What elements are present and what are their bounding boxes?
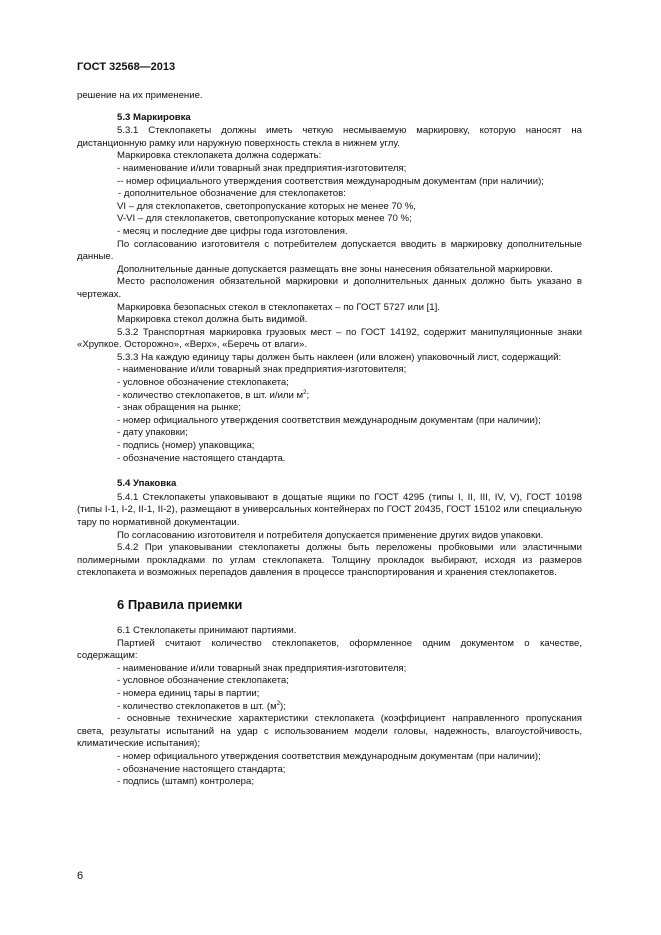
paragraph-agreement: По согласованию изготовителя с потребителем допускается вводить в маркировку дополнительные данные. xyxy=(77,238,582,263)
paragraph-safety-glass: Маркировка безопасных стекол в стеклопакетах – по ГОСТ 5727 или [1]. xyxy=(117,301,440,313)
paragraph-tech-characteristics: - основные технические характеристики стеклопакета (коэффициент направленного пропускания света, результаты испытаний на удар с использованием модели головы, надежность, влагоустойчивость, климатические испытания); xyxy=(77,713,582,750)
paragraph-marking-content: Маркировка стеклопакета должна содержать: xyxy=(117,150,322,162)
list-item: - номера единиц тары в партии; xyxy=(117,687,260,699)
list-item xyxy=(77,701,582,714)
page-body xyxy=(77,90,582,789)
list-item-end: ; xyxy=(306,389,310,401)
list-item: - условное обозначение стеклопакета; xyxy=(117,377,289,389)
list-item: - дату упаковки; xyxy=(117,427,188,439)
list-item: - номер официального утверждения соответствия международным документам (при наличии); xyxy=(117,750,541,762)
document-header: ГОСТ 32568—2013 xyxy=(77,61,176,73)
list-item: - знак обращения на рынке; xyxy=(117,402,242,414)
paragraph-visible: Маркировка стекол должна быть видимой. xyxy=(117,314,308,326)
list-item: - номер официального утверждения соответствия международным документам (при наличии); xyxy=(117,414,541,426)
paragraph-6-1: 6.1 Стеклопакеты принимают партиями. xyxy=(117,624,297,636)
list-item: - наименование и/или товарный знак предприятия-изготовителя; xyxy=(117,162,407,174)
list-item: - обозначение настоящего стандарта. xyxy=(117,452,286,464)
intro-tail: решение на их применение. xyxy=(77,90,203,101)
paragraph-5-4-2: 5.4.2 При упаковывании стеклопакеты должны быть переложены пробковыми или эластичными полимерными прокладками по углам стеклопакета. Толщину прокладок выбирают, исходя из размеров стеклопакета и возможных перепадов давления в процессе транспортирования и хранения стеклопакетов. xyxy=(77,542,582,579)
list-item: V-VI – для стеклопакетов, светопропускание которых менее 70 %; xyxy=(117,213,412,225)
superscript: 2 xyxy=(276,700,281,707)
list-item: - обозначение настоящего стандарта; xyxy=(117,763,286,775)
paragraph-batch: Партией считают количество стеклопакетов, оформленное одним документом о качестве, содержащим: xyxy=(77,637,582,662)
paragraph-packaging-agreement: По согласованию изготовителя и потребителя допускается применение других видов упаковки. xyxy=(117,529,544,541)
page-number: 6 xyxy=(77,870,84,882)
list-item: VI – для стеклопакетов, светопропускание которых не менее 70 %, xyxy=(117,200,416,212)
paragraph-5-3-2: 5.3.2 Транспортная маркировка грузовых мест – по ГОСТ 14192, содержит манипуляционные знаки «Хрупкое. Осторожно», «Верх», «Беречь от влаги». xyxy=(77,326,582,351)
list-item-text: - количество стеклопакетов в шт. (м xyxy=(117,700,277,712)
list-item-text: - количество стеклопакетов, в шт. и/или м xyxy=(117,389,304,401)
paragraph-extra-data: Дополнительные данные допускается размещать вне зоны нанесения обязательной маркировки. xyxy=(117,263,553,275)
list-item: - месяц и последние две цифры года изготовления. xyxy=(117,225,348,237)
list-item: - наименование и/или товарный знак предприятия-изготовителя; xyxy=(117,662,407,674)
paragraph-5-4-1: 5.4.1 Стеклопакеты упаковывают в дощатые ящики по ГОСТ 4295 (типы I, II, III, IV, V), ГОСТ 10198 (типы I-1, I-2, II-1, II-2), размещают в универсальных контейнерах по ГОСТ 20435, ГОСТ 15102 или специальную тару по нормативной документации. xyxy=(77,491,582,528)
list-item: - условное обозначение стеклопакета; xyxy=(117,675,289,687)
paragraph-placement: Место расположения обязательной маркировки и дополнительных данных должно быть указано в чертежах. xyxy=(77,276,582,300)
superscript: 2 xyxy=(303,389,307,396)
list-item xyxy=(77,390,582,403)
paragraph-5-3-3: 5.3.3 На каждую единицу тары должен быть наклеен (или вложен) упаковочный лист, содержащий: xyxy=(117,351,562,363)
list-item-end: ); xyxy=(280,700,286,712)
paragraph-5-3-1: 5.3.1 Стеклопакеты должны иметь четкую несмываемую маркировку, которую наносят на дистанционную рамку или наружную поверхность стекла в нижнем углу. xyxy=(77,125,582,149)
section-5-3-heading: 5.3 Маркировка xyxy=(117,111,191,123)
list-item: - наименование и/или товарный знак предприятия-изготовителя; xyxy=(117,364,407,376)
section-6-heading: 6 Правила приемки xyxy=(117,596,243,612)
list-item: - подпись (номер) упаковщика; xyxy=(117,440,255,452)
list-item: - дополнительное обозначение для стеклопакетов: xyxy=(118,188,346,200)
list-item: - подпись (штамп) контролера; xyxy=(117,776,255,788)
section-5-4-heading: 5.4 Упаковка xyxy=(117,478,177,490)
list-item: -- номер официального утверждения соответствия международным документам (при наличии); xyxy=(117,175,544,187)
